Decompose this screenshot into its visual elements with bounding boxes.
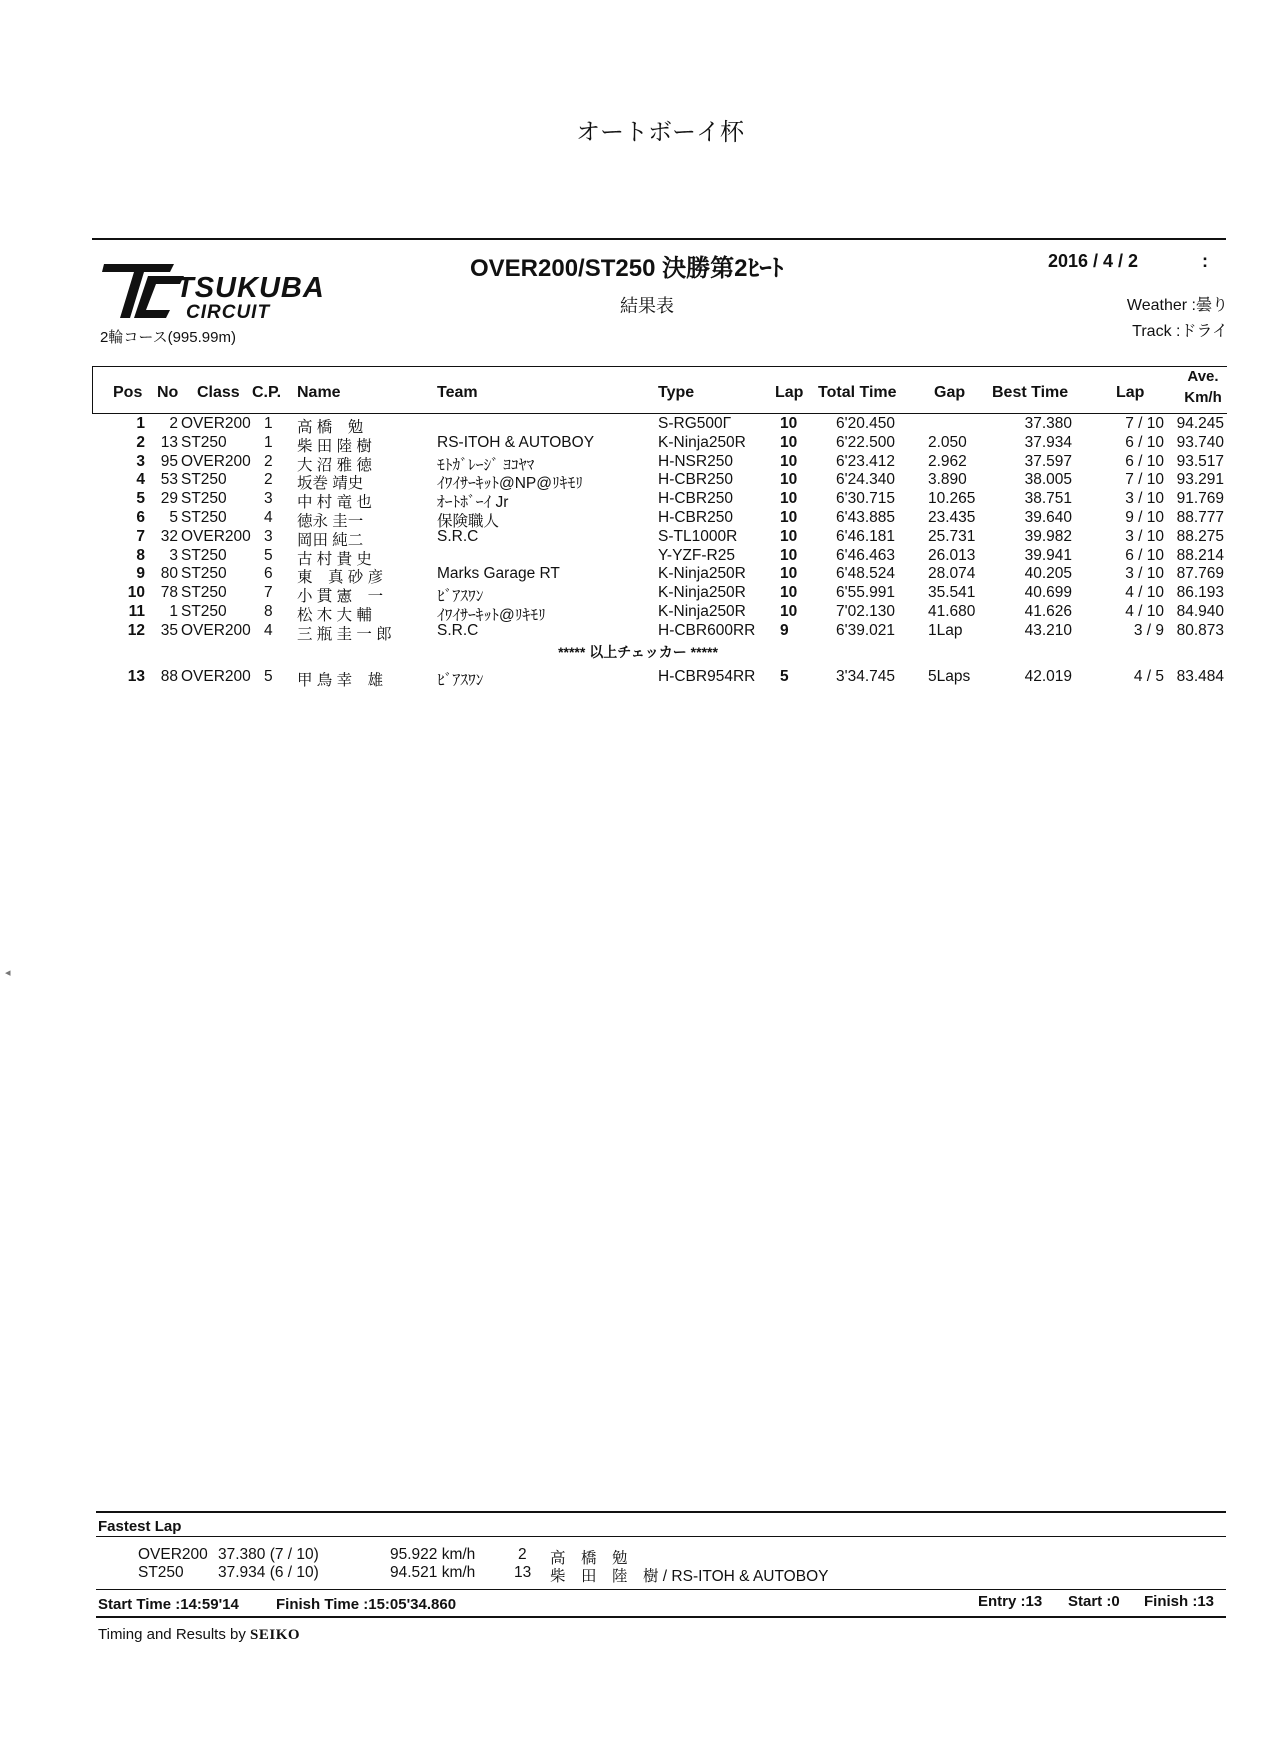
table-row bbox=[0, 546, 1276, 568]
cell-team: S.R.C bbox=[437, 621, 479, 639]
fastest-lap-label-rule bbox=[96, 1536, 1226, 1537]
table-row bbox=[0, 471, 1276, 493]
cell-class: ST250 bbox=[181, 471, 227, 489]
cell-name: 岡田 純二 bbox=[297, 531, 364, 549]
cell-average-speed: 94.245 bbox=[1176, 415, 1224, 432]
fastest-lap-label: Fastest Lap bbox=[98, 1518, 182, 1535]
cell-type: H-CBR600RR bbox=[658, 621, 756, 639]
fastest-lap-speed-2: 94.521 km/h bbox=[390, 1564, 476, 1581]
cell-class: OVER200 bbox=[181, 452, 251, 470]
sheet-title: 結果表 bbox=[620, 296, 674, 316]
checker-line: ***** 以上チェッカー ***** bbox=[558, 644, 718, 660]
cell-class: ST250 bbox=[181, 490, 227, 508]
cell-average-speed: 80.873 bbox=[1176, 621, 1224, 639]
cell-cp: 5 bbox=[264, 668, 273, 685]
cell-no: 78 bbox=[160, 584, 178, 602]
cell-gap: 2.962 bbox=[928, 452, 967, 470]
cell-team: ｲﾜｲｻｰｷｯﾄ@NP@ﾘｷﾓﾘ bbox=[437, 475, 584, 493]
cell-gap: 26.013 bbox=[928, 546, 976, 564]
cell-average-speed: 93.740 bbox=[1176, 433, 1224, 451]
cell-class: ST250 bbox=[181, 565, 227, 583]
cell-class: ST250 bbox=[181, 433, 227, 451]
cell-no: 35 bbox=[160, 621, 178, 639]
cell-total-time: 6'23.412 bbox=[836, 452, 895, 470]
heat-title: OVER200/ST250 決勝第2ﾋｰﾄ bbox=[470, 255, 784, 282]
cell-gap: 23.435 bbox=[928, 509, 976, 526]
cell-average-speed: 93.517 bbox=[1176, 452, 1224, 470]
course-label: 2輪コース(995.99m) bbox=[100, 329, 236, 346]
cell-cp: 4 bbox=[264, 509, 273, 526]
cell-name: 柴 田 陸 樹 bbox=[297, 437, 372, 455]
cell-gap: 5Laps bbox=[928, 668, 971, 685]
cell-cp: 1 bbox=[264, 415, 273, 432]
cell-class: OVER200 bbox=[181, 621, 251, 639]
cell-class: ST250 bbox=[181, 546, 227, 564]
table-row bbox=[0, 584, 1276, 606]
cell-best-time: 43.210 bbox=[1024, 621, 1072, 639]
cell-cp: 7 bbox=[264, 584, 273, 602]
cell-no: 32 bbox=[160, 527, 178, 545]
cell-gap: 2.050 bbox=[928, 433, 967, 451]
cell-best-lap: 3 / 10 bbox=[1125, 527, 1164, 545]
cell-no: 1 bbox=[169, 603, 178, 620]
cell-no: 29 bbox=[160, 490, 178, 508]
cell-type: K-Ninja250R bbox=[658, 565, 746, 583]
cell-name: 古 村 貴 史 bbox=[297, 550, 372, 568]
cell-best-lap: 4 / 10 bbox=[1125, 584, 1164, 602]
cell-average-speed: 87.769 bbox=[1176, 565, 1224, 583]
cell-average-speed: 86.193 bbox=[1176, 584, 1224, 602]
timing-credit-text: Timing and Results by bbox=[98, 1626, 251, 1643]
cell-cp: 1 bbox=[264, 433, 273, 451]
cell-laps: 10 bbox=[780, 433, 798, 451]
cell-no: 95 bbox=[160, 452, 178, 470]
track-condition-label: Track :ドライ bbox=[1132, 323, 1228, 340]
cell-best-time: 38.751 bbox=[1024, 490, 1072, 508]
header-gap: Gap bbox=[934, 384, 966, 401]
cell-team: ﾋﾞｱｽﾜﾝ bbox=[437, 672, 484, 689]
cell-laps: 10 bbox=[780, 490, 798, 508]
cell-best-time: 37.934 bbox=[1024, 433, 1072, 451]
cell-no: 88 bbox=[160, 668, 178, 685]
table-row bbox=[0, 452, 1276, 474]
cell-best-lap: 7 / 10 bbox=[1125, 415, 1164, 432]
header-class: Class bbox=[197, 384, 240, 401]
fastest-lap-no-1: 2 bbox=[518, 1546, 527, 1563]
cell-team: Marks Garage RT bbox=[437, 565, 560, 583]
table-row bbox=[0, 603, 1276, 624]
cell-total-time: 6'30.715 bbox=[836, 490, 895, 508]
cell-pos: 9 bbox=[136, 565, 145, 583]
cell-laps: 10 bbox=[780, 471, 798, 489]
cell-best-lap: 3 / 10 bbox=[1125, 490, 1164, 508]
cell-no: 2 bbox=[169, 415, 178, 432]
cell-name: 大 沼 雅 徳 bbox=[297, 456, 372, 474]
cell-pos: 13 bbox=[127, 668, 145, 685]
cell-team: S.R.C bbox=[437, 527, 479, 545]
cell-best-time: 41.626 bbox=[1024, 603, 1072, 620]
cell-cp: 3 bbox=[264, 527, 273, 545]
cell-gap: 10.265 bbox=[928, 490, 976, 508]
cell-total-time: 6'22.500 bbox=[836, 433, 895, 451]
cell-gap: 3.890 bbox=[928, 471, 967, 489]
cell-gap: 28.074 bbox=[928, 565, 976, 583]
cell-team: ｵｰﾄﾎﾞｰｲ Jr bbox=[437, 494, 509, 512]
cell-pos: 7 bbox=[136, 527, 145, 545]
cell-type: S-RG500Γ bbox=[658, 415, 732, 432]
cell-class: ST250 bbox=[181, 584, 227, 602]
finish-count: Finish :13 bbox=[1144, 1593, 1215, 1610]
cell-team: 保険職人 bbox=[437, 513, 500, 530]
table-row bbox=[0, 621, 1276, 643]
cell-best-lap: 7 / 10 bbox=[1125, 471, 1164, 489]
cell-pos: 5 bbox=[136, 490, 145, 508]
cell-laps: 10 bbox=[780, 584, 798, 602]
cell-gap: 25.731 bbox=[928, 527, 976, 545]
cell-best-lap: 6 / 10 bbox=[1125, 433, 1164, 451]
cell-total-time: 6'39.021 bbox=[836, 621, 895, 639]
cell-type: H-NSR250 bbox=[658, 452, 733, 470]
cell-average-speed: 88.777 bbox=[1176, 509, 1224, 526]
cell-best-lap: 3 / 10 bbox=[1125, 565, 1164, 583]
summary-top-rule bbox=[96, 1589, 1226, 1590]
fastest-lap-rider-1: 高 橋 勉 bbox=[550, 1550, 628, 1567]
cell-class: OVER200 bbox=[181, 668, 251, 685]
tsukuba-circuit-logo bbox=[100, 258, 360, 328]
cell-laps: 10 bbox=[780, 452, 798, 470]
table-row bbox=[0, 433, 1276, 455]
header-average-speed bbox=[1180, 366, 1226, 408]
cell-total-time: 7'02.130 bbox=[836, 603, 895, 620]
cell-average-speed: 84.940 bbox=[1176, 603, 1224, 620]
cell-pos: 2 bbox=[136, 433, 145, 451]
cell-best-time: 39.982 bbox=[1024, 527, 1072, 545]
cell-team: ｲﾜｲｻｰｷｯﾄ@ﾘｷﾓﾘ bbox=[437, 607, 546, 624]
cell-class: OVER200 bbox=[181, 415, 251, 432]
cell-best-lap: 4 / 10 bbox=[1125, 603, 1164, 620]
cell-average-speed: 88.275 bbox=[1176, 527, 1224, 545]
cell-best-lap: 9 / 10 bbox=[1125, 509, 1164, 526]
cell-laps: 5 bbox=[780, 668, 789, 685]
fastest-lap-time-1: 37.380 (7 / 10) bbox=[218, 1546, 319, 1563]
cell-average-speed: 93.291 bbox=[1176, 471, 1224, 489]
cell-total-time: 6'55.991 bbox=[836, 584, 895, 602]
cell-cp: 6 bbox=[264, 565, 273, 583]
cell-laps: 10 bbox=[780, 565, 798, 583]
cell-laps: 10 bbox=[780, 546, 798, 564]
cell-total-time: 3'34.745 bbox=[836, 668, 895, 685]
cell-cp: 3 bbox=[264, 490, 273, 508]
cell-total-time: 6'46.463 bbox=[836, 546, 895, 564]
cell-pos: 3 bbox=[136, 452, 145, 470]
cell-type: Y-YZF-R25 bbox=[658, 546, 735, 564]
header-type: Type bbox=[658, 384, 695, 401]
cell-laps: 10 bbox=[780, 415, 798, 432]
fastest-lap-rider-2: 柴 田 陸 樹 / RS-ITOH & AUTOBOY bbox=[550, 1568, 829, 1585]
entry-count: Entry :13 bbox=[978, 1593, 1043, 1610]
cell-no: 3 bbox=[169, 546, 178, 564]
finish-time: Finish Time :15:05'34.860 bbox=[276, 1596, 457, 1613]
cell-total-time: 6'43.885 bbox=[836, 509, 895, 526]
table-row bbox=[0, 668, 1276, 689]
cell-team: ﾓﾄｶﾞﾚｰｼﾞ ﾖｺﾔﾏ bbox=[437, 456, 535, 474]
timing-credit bbox=[98, 1626, 300, 1644]
cell-team: RS-ITOH & AUTOBOY bbox=[437, 433, 595, 451]
table-row bbox=[0, 490, 1276, 512]
cell-total-time: 6'46.181 bbox=[836, 527, 895, 545]
cell-best-time: 40.205 bbox=[1024, 565, 1072, 583]
cell-best-time: 39.941 bbox=[1024, 546, 1072, 564]
cell-cp: 4 bbox=[264, 621, 273, 639]
cell-name: 中 村 竜 也 bbox=[297, 494, 372, 512]
header-lap: Lap bbox=[775, 384, 804, 401]
cell-laps: 9 bbox=[780, 621, 789, 639]
cell-total-time: 6'20.450 bbox=[836, 415, 895, 432]
header-name: Name bbox=[297, 384, 341, 401]
race-time-placeholder: : bbox=[1202, 251, 1208, 271]
cell-class: OVER200 bbox=[181, 527, 251, 545]
cell-name: 東 真 砂 彦 bbox=[297, 569, 384, 587]
cell-type: K-Ninja250R bbox=[658, 603, 746, 620]
cell-pos: 10 bbox=[127, 584, 145, 602]
race-date: 2016 / 4 / 2 bbox=[1048, 251, 1139, 271]
fastest-lap-class-2: ST250 bbox=[138, 1564, 184, 1581]
cell-pos: 11 bbox=[128, 603, 145, 620]
cell-gap: 1Lap bbox=[928, 621, 963, 639]
header-best-lap: Lap bbox=[1116, 384, 1145, 401]
fastest-lap-time-2: 37.934 (6 / 10) bbox=[218, 1564, 319, 1581]
weather-label: Weather :曇り bbox=[1126, 297, 1228, 314]
cell-best-lap: 6 / 10 bbox=[1125, 546, 1164, 564]
cell-best-time: 39.640 bbox=[1024, 509, 1072, 526]
header-best-time: Best Time bbox=[992, 384, 1069, 401]
summary-bottom-rule bbox=[96, 1616, 1226, 1618]
cell-no: 80 bbox=[160, 565, 178, 583]
logo-wordmark-circuit: CIRCUIT bbox=[186, 302, 271, 323]
cell-name: 甲 鳥 幸 雄 bbox=[297, 672, 384, 689]
cell-total-time: 6'24.340 bbox=[836, 471, 895, 489]
header-no: No bbox=[157, 384, 179, 401]
cell-laps: 10 bbox=[780, 509, 798, 526]
fastest-lap-speed-1: 95.922 km/h bbox=[390, 1546, 476, 1563]
cell-name: 徳永 圭一 bbox=[297, 513, 364, 530]
table-row bbox=[0, 509, 1276, 530]
top-rule bbox=[92, 238, 1226, 240]
cell-class: ST250 bbox=[181, 603, 227, 620]
cell-best-lap: 3 / 9 bbox=[1133, 621, 1164, 639]
header-total-time: Total Time bbox=[818, 384, 897, 401]
cell-cp: 8 bbox=[264, 603, 273, 620]
header-average-label: Ave. bbox=[1187, 368, 1219, 385]
cell-average-speed: 83.484 bbox=[1176, 668, 1224, 685]
cell-team: ﾋﾞｱｽﾜﾝ bbox=[437, 588, 484, 606]
cell-cp: 2 bbox=[264, 471, 273, 489]
cell-average-speed: 91.769 bbox=[1176, 490, 1224, 508]
cell-gap: 35.541 bbox=[928, 584, 976, 602]
cell-best-lap: 6 / 10 bbox=[1125, 452, 1164, 470]
event-title: オートボーイ杯 bbox=[576, 118, 744, 146]
table-row bbox=[0, 565, 1276, 587]
cell-class: ST250 bbox=[181, 509, 227, 526]
cell-type: H-CBR250 bbox=[658, 471, 733, 489]
cell-best-time: 38.005 bbox=[1024, 471, 1072, 489]
cell-best-time: 37.380 bbox=[1024, 415, 1072, 432]
cell-name: 三 瓶 圭 一 郎 bbox=[297, 625, 392, 643]
cell-cp: 5 bbox=[264, 546, 273, 564]
cell-average-speed: 88.214 bbox=[1176, 546, 1224, 564]
seiko-brand: SEIKO bbox=[250, 1627, 301, 1643]
cell-best-lap: 4 / 5 bbox=[1133, 668, 1164, 685]
cell-type: H-CBR250 bbox=[658, 490, 733, 508]
cell-type: K-Ninja250R bbox=[658, 433, 746, 451]
cell-best-time: 40.699 bbox=[1024, 584, 1072, 602]
cell-gap: 41.680 bbox=[928, 603, 976, 620]
cell-type: S-TL1000R bbox=[658, 527, 738, 545]
table-row bbox=[0, 415, 1276, 436]
cell-cp: 2 bbox=[264, 452, 273, 470]
cell-total-time: 6'48.524 bbox=[836, 565, 895, 583]
header-team: Team bbox=[437, 384, 478, 401]
cell-name: 小 貫 憲 一 bbox=[297, 588, 384, 606]
table-row bbox=[0, 527, 1276, 549]
margin-arrow-icon: ◂ bbox=[5, 967, 11, 979]
cell-no: 53 bbox=[160, 471, 178, 489]
cell-best-time: 42.019 bbox=[1024, 668, 1072, 685]
cell-no: 13 bbox=[160, 433, 178, 451]
cell-pos: 8 bbox=[136, 546, 145, 564]
cell-type: H-CBR954RR bbox=[658, 668, 756, 685]
cell-name: 坂巻 靖史 bbox=[297, 475, 364, 493]
cell-pos: 12 bbox=[127, 621, 145, 639]
cell-best-time: 37.597 bbox=[1024, 452, 1072, 470]
cell-type: H-CBR250 bbox=[658, 509, 733, 526]
logo-wordmark-tsukuba: TSUKUBA bbox=[176, 272, 325, 304]
start-count: Start :0 bbox=[1068, 1593, 1120, 1610]
cell-no: 5 bbox=[169, 509, 178, 526]
cell-type: K-Ninja250R bbox=[658, 584, 746, 602]
cell-pos: 1 bbox=[136, 415, 145, 432]
fastest-lap-class-1: OVER200 bbox=[138, 1546, 208, 1563]
cell-laps: 10 bbox=[780, 603, 798, 620]
header-average-unit: Km/h bbox=[1184, 389, 1222, 406]
cell-pos: 6 bbox=[136, 509, 145, 526]
start-time: Start Time :14:59'14 bbox=[98, 1596, 239, 1613]
cell-name: 松 木 大 輔 bbox=[297, 607, 372, 624]
header-pos: Pos bbox=[113, 384, 143, 401]
cell-pos: 4 bbox=[136, 471, 145, 489]
cell-name: 高 橋 勉 bbox=[297, 419, 364, 436]
header-cp: C.P. bbox=[252, 384, 282, 401]
cell-laps: 10 bbox=[780, 527, 798, 545]
fastest-lap-top-rule bbox=[96, 1511, 1226, 1513]
fastest-lap-no-2: 13 bbox=[514, 1564, 532, 1581]
